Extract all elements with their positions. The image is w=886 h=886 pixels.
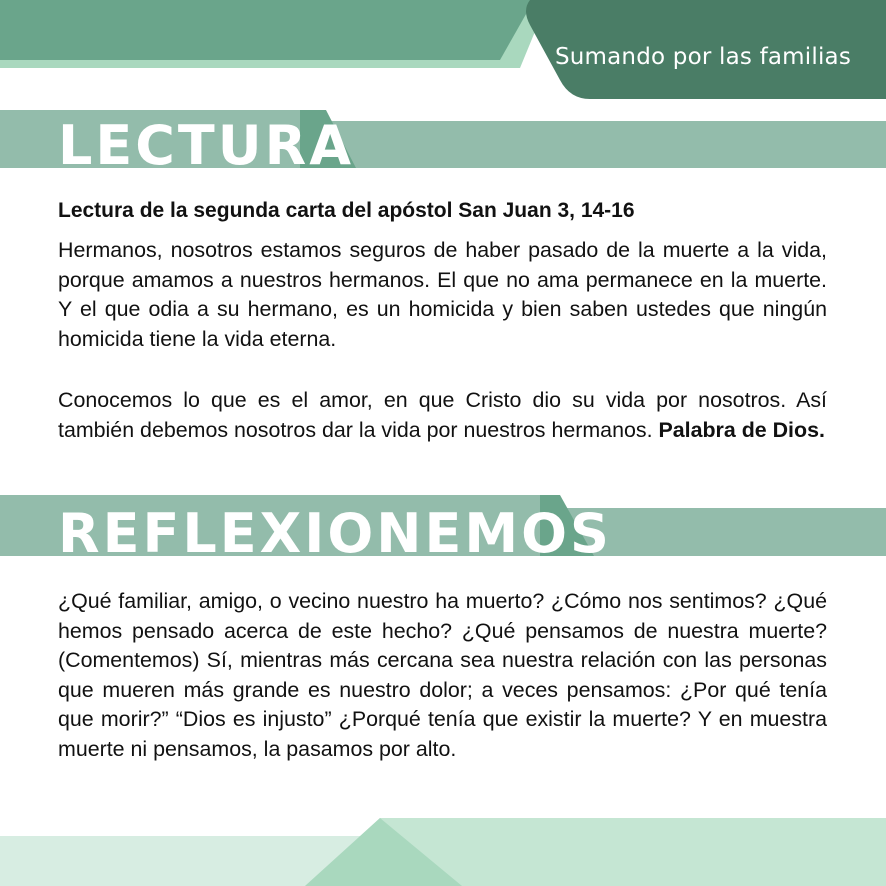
reading-paragraph-2-text: Conocemos lo que es el amor, en que Cristo dio su vida por nosotros. Así también debemos nosotros dar la vida por nuestros hermanos. [58, 388, 827, 442]
reflection-paragraph: ¿Qué familiar, amigo, o vecino nuestro ha muerto? ¿Cómo nos sentimos? ¿Qué hemos pensado acerca de este hecho? ¿Qué pensamos de nuestra muerte? (Comentemos) Sí, mientras más cercana sea nuestra relación con las personas que mueren más grande es nuestro dolor; a veces pensamos: ¿Por qué tenía que morir?” “Dios es injusto” ¿Porqué tenía que existir la muerte? Y en muestra muerte ni pensamos, la pasamos por alto. [58, 589, 827, 761]
reading-reference: Lectura de la segunda carta del apóstol San Juan 3, 14-16 [58, 199, 635, 222]
reflexionemos-title: REFLEXIONEMOS [58, 507, 612, 559]
reading-closing: Palabra de Dios. [658, 417, 825, 442]
lectura-title: LECTURA [58, 119, 354, 171]
reading-paragraph-2 [58, 386, 827, 445]
reading-paragraph-1: Hermanos, nosotros estamos seguros de haber pasado de la muerte a la vida, porque amamos a nuestros hermanos. El que no ama permanece en la muerte. Y el que odia a su hermano, es un homicida y bien saben ustedes que ningún homicida tiene la vida eterna. [58, 238, 827, 351]
header-tagline: Sumando por las familias [554, 44, 852, 70]
header-green-band [0, 0, 534, 60]
